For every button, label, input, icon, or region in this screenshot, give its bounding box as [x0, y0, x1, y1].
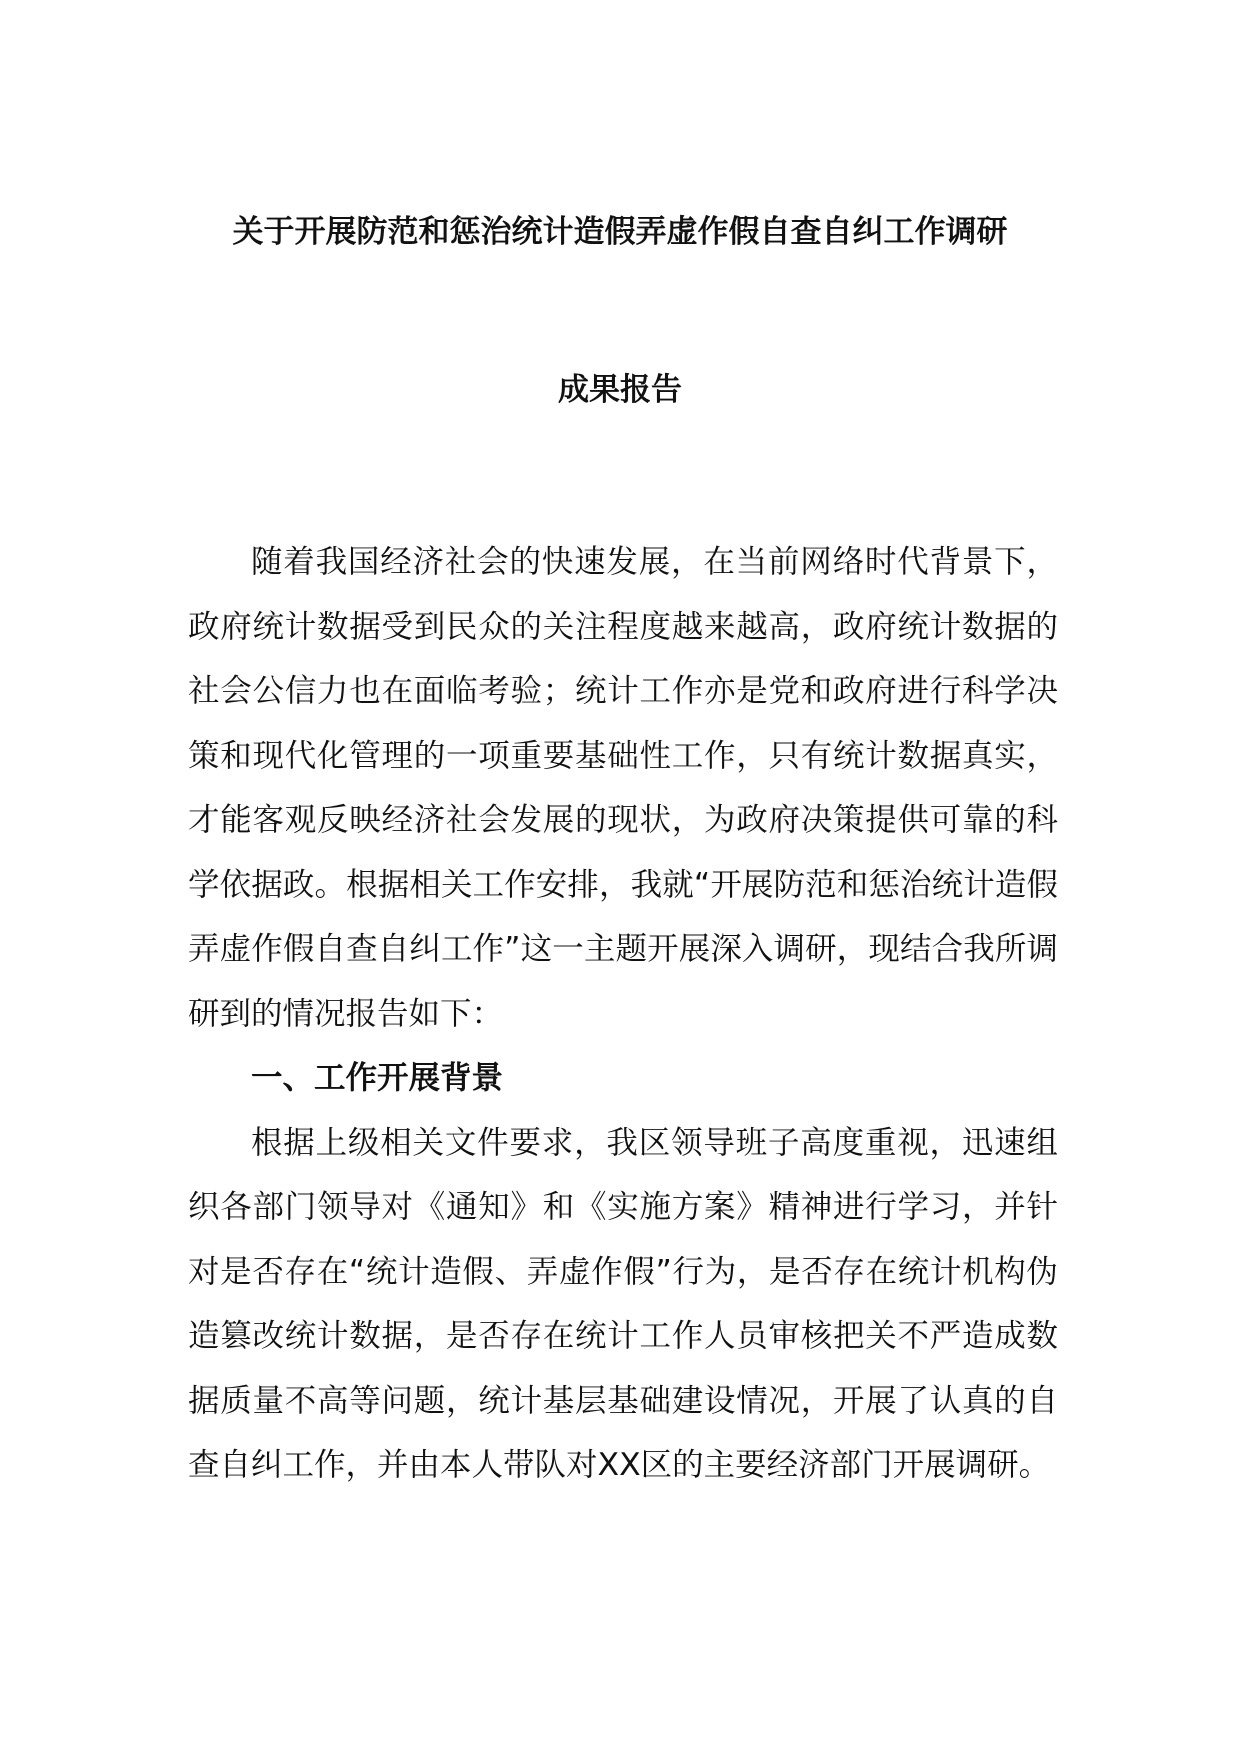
document-title-line-2: 成果报告: [558, 372, 682, 408]
section-heading-1: 一、工作开展背景: [251, 1060, 504, 1096]
document-title-line-1: 关于开展防范和惩治统计造假弄虚作假自查自纠工作调研: [232, 214, 1008, 250]
intro-paragraph: 随着我国经济社会的快速发展，在当前网络时代背景下，政府统计数据受到民众的关注程度越来越高，政府统计数据的社会公信力也在面临考验；统计工作亦是党和政府进行科学决策和现代化管理的一项重要基础性工作，只有统计数据真实，才能客观反映经济社会发展的现状，为政府决策提供可靠的科学依据政。根据相关工作安排，我就“开展防范和惩治统计造假弄虚作假自查自纠工作”这一主题开展深入调研，现结合我所调研到的情况报告如下：: [188, 544, 1058, 1032]
section-1-paragraph: 根据上级相关文件要求，我区领导班子高度重视，迅速组织各部门领导对《通知》和《实施方案》精神进行学习，并针对是否存在“统计造假、弄虚作假”行为，是否存在统计机构伪造篡改统计数据，是否存在统计工作人员审核把关不严造成数据质量不高等问题，统计基层基础建设情况，开展了认真的自查自纠工作，并由本人带队对XX区的主要经济部门开展调研。: [188, 1124, 1058, 1483]
document-body: [188, 530, 1058, 1498]
